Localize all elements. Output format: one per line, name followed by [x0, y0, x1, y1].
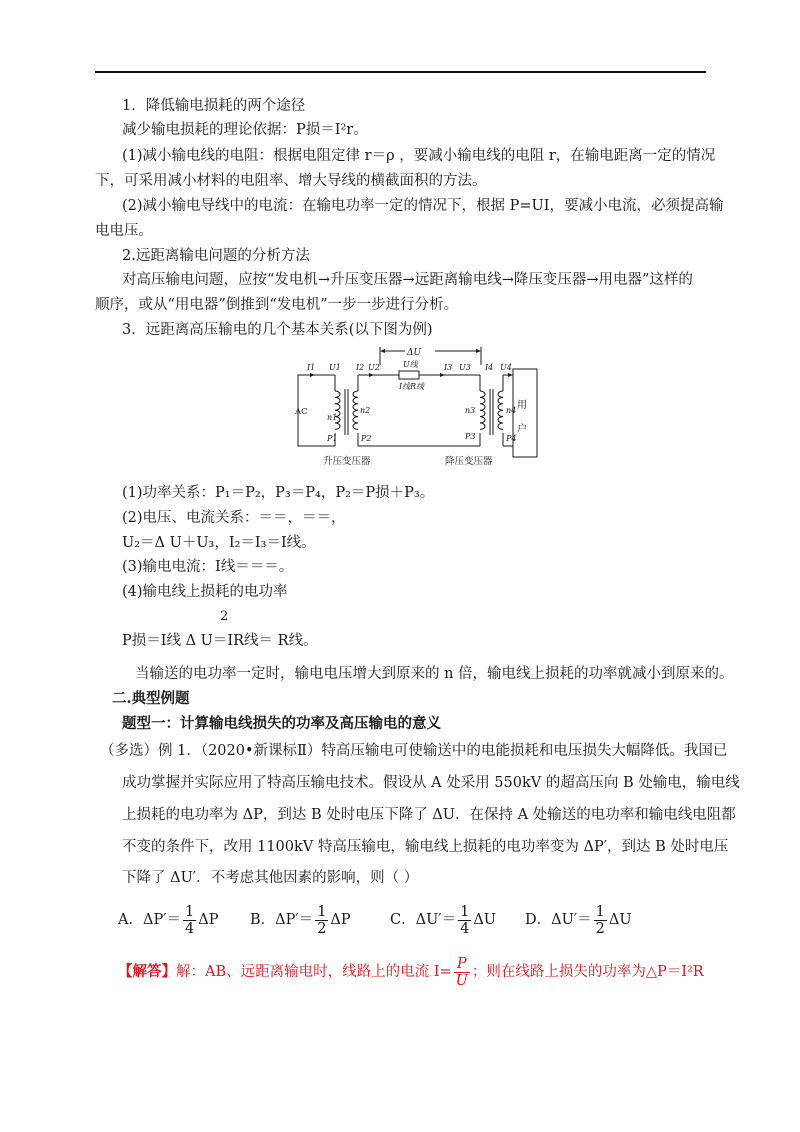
- option-c-suffix: ΔU: [473, 912, 497, 928]
- example-line-5: 下降了 ΔU′．不考虑其他因素的影响，则（ ）: [122, 870, 419, 886]
- example-line-4: 不变的条件下，改用 1100kV 特高压输电，输电线上损耗的电功率变为 ΔP′，到达 B 处时电压: [122, 839, 729, 855]
- section-2-para-line-2: 顺序，或从“用电器”倒推到“发电机”一步一步进行分析。: [95, 297, 459, 313]
- voltage-current-title: (2)电压、电流关系：＝＝，＝＝，: [122, 510, 346, 526]
- option-d[interactable]: [525, 903, 632, 937]
- conclusion-text: 当输送的电功率一定时，输电电压增大到原来的 n 倍，输电线上损耗的功率就减小到原来的。: [135, 666, 734, 682]
- example-line-1: （多选）例 1．（2020•新课标Ⅱ）特高压输电可使输送中的电能损耗和电压损失大幅降低。我国已: [100, 743, 728, 759]
- label-p4: P4: [506, 434, 517, 443]
- method-2-line-1: (2)减小输电导线中的电流：在输电功率一定的情况下，根据 P=UI，要减小电流，必须提高输: [122, 198, 724, 214]
- label-n1: n1: [327, 413, 338, 422]
- method-1-line-2: 下，可采用减小材料的电阻率、增大导线的横截面积的方法。: [95, 173, 487, 189]
- option-a-fraction: [183, 904, 196, 937]
- header-rule: [95, 71, 706, 73]
- option-a[interactable]: [118, 903, 218, 937]
- voltage-current-equation: U₂＝Δ U＋U₃，I₂＝I₃＝I线。: [122, 535, 316, 551]
- label-p2: P2: [361, 434, 372, 443]
- option-b-denominator: 2: [317, 920, 327, 937]
- answer-suffix: ；则在线路上损失的功率为△P＝I²R: [471, 964, 704, 980]
- user-label-1: 用: [517, 400, 527, 411]
- label-n3: n3: [465, 406, 476, 415]
- label-u2: U2: [368, 363, 380, 372]
- option-d-numerator: 1: [595, 903, 605, 920]
- delta-u-label: ΔU: [407, 348, 422, 358]
- option-a-suffix: ΔP: [198, 912, 219, 928]
- power-relation: (1)功率关系：P₁＝P₂，P₃＝P₄，P₂＝P损＋P₃。: [122, 485, 435, 501]
- label-i2: I2: [356, 363, 365, 372]
- example-line-2: 成功掌握并实际应用了特高压输电技术。假设从 A 处采用 550kV 的超高压向 B 处输电，输电线: [122, 775, 740, 791]
- option-c[interactable]: [390, 903, 496, 937]
- label-i-line-r-line: I线R线: [399, 382, 425, 391]
- section-1-title: 1．降低输电损耗的两个途径: [122, 98, 306, 114]
- option-c-prefix: C．ΔU′＝: [390, 912, 457, 928]
- label-n2: n2: [360, 406, 371, 415]
- option-c-fraction: [458, 904, 471, 937]
- answer-fraction: [454, 956, 470, 989]
- transmission-circuit-diagram: [285, 343, 545, 468]
- option-d-prefix: D．ΔU′＝: [525, 912, 592, 928]
- option-a-denominator: 4: [185, 920, 195, 937]
- option-b-suffix: ΔP: [330, 912, 351, 928]
- option-b-numerator: 1: [317, 903, 327, 920]
- label-p1: P1: [327, 434, 338, 443]
- option-c-denominator: 4: [460, 920, 470, 937]
- example-line-3: 上损耗的电功率为 ΔP，到达 B 处时电压下降了 ΔU．在保持 A 处输送的电功率和输电线电阻都: [122, 807, 736, 823]
- section-2-title: 2.远距离输电问题的分析方法: [122, 248, 310, 264]
- loss-exponent: 2: [220, 609, 229, 624]
- option-b-prefix: B．ΔP′＝: [250, 912, 314, 928]
- user-label-2: 户: [517, 424, 527, 435]
- step-down-transformer-label: 降压变压器: [445, 456, 493, 467]
- method-1-line-1: (1)减小输电线的电阻：根据电阻定律 r＝ρ ，要减小输电线的电阻 r，在输电距离一定的情况: [122, 148, 716, 164]
- label-u4: U4: [500, 363, 512, 372]
- line-loss-title: (4)输电线上损耗的电功率: [122, 584, 288, 600]
- ac-source-label: AC: [295, 407, 308, 417]
- step-up-transformer-label: 升压变压器: [323, 456, 371, 467]
- label-p3: P3: [465, 432, 476, 441]
- label-u1: U1: [329, 363, 341, 372]
- option-d-denominator: 2: [595, 920, 605, 937]
- option-c-numerator: 1: [460, 903, 470, 920]
- label-i4: I4: [485, 363, 494, 372]
- label-u-line: U线: [403, 360, 418, 369]
- typical-examples-heading: 二.典型例题: [112, 690, 190, 707]
- label-u3: U3: [459, 363, 471, 372]
- option-b-fraction: [315, 904, 328, 937]
- option-d-fraction: [594, 904, 607, 937]
- method-2-line-2: 电电压。: [95, 223, 153, 239]
- line-current: (3)输电电流：I线＝＝＝。: [122, 559, 294, 575]
- section-1-basis: 减少输电损耗的理论依据：P损＝I²r。: [122, 122, 368, 138]
- line-loss-equation: P损＝I线 Δ U＝IR线＝ R线。: [122, 633, 318, 649]
- option-a-prefix: A．ΔP′＝: [118, 912, 181, 928]
- answer-tag: 【解答】: [118, 963, 176, 980]
- answer-prefix: 解：AB、远距离输电时，线路上的电流 I=: [176, 964, 452, 980]
- answer-denominator: U: [455, 972, 468, 989]
- section-3-title: 3．远距离高压输电的几个基本关系(以下图为例): [122, 322, 433, 338]
- option-b[interactable]: [250, 903, 351, 937]
- label-n4: n4: [506, 406, 517, 415]
- question-type-heading: 题型一：计算输电线损失的功率及高压输电的意义: [122, 715, 441, 732]
- label-i1: I1: [307, 363, 316, 372]
- option-a-numerator: 1: [185, 903, 195, 920]
- section-2-para-line-1: 对高压输电问题，应按“发电机→升压变压器→远距离输电线→降压变压器→用电器”这样的: [122, 272, 693, 288]
- answer-line: [118, 953, 704, 991]
- label-i3: I3: [444, 363, 453, 372]
- answer-numerator: P: [454, 956, 470, 973]
- option-d-suffix: ΔU: [608, 912, 632, 928]
